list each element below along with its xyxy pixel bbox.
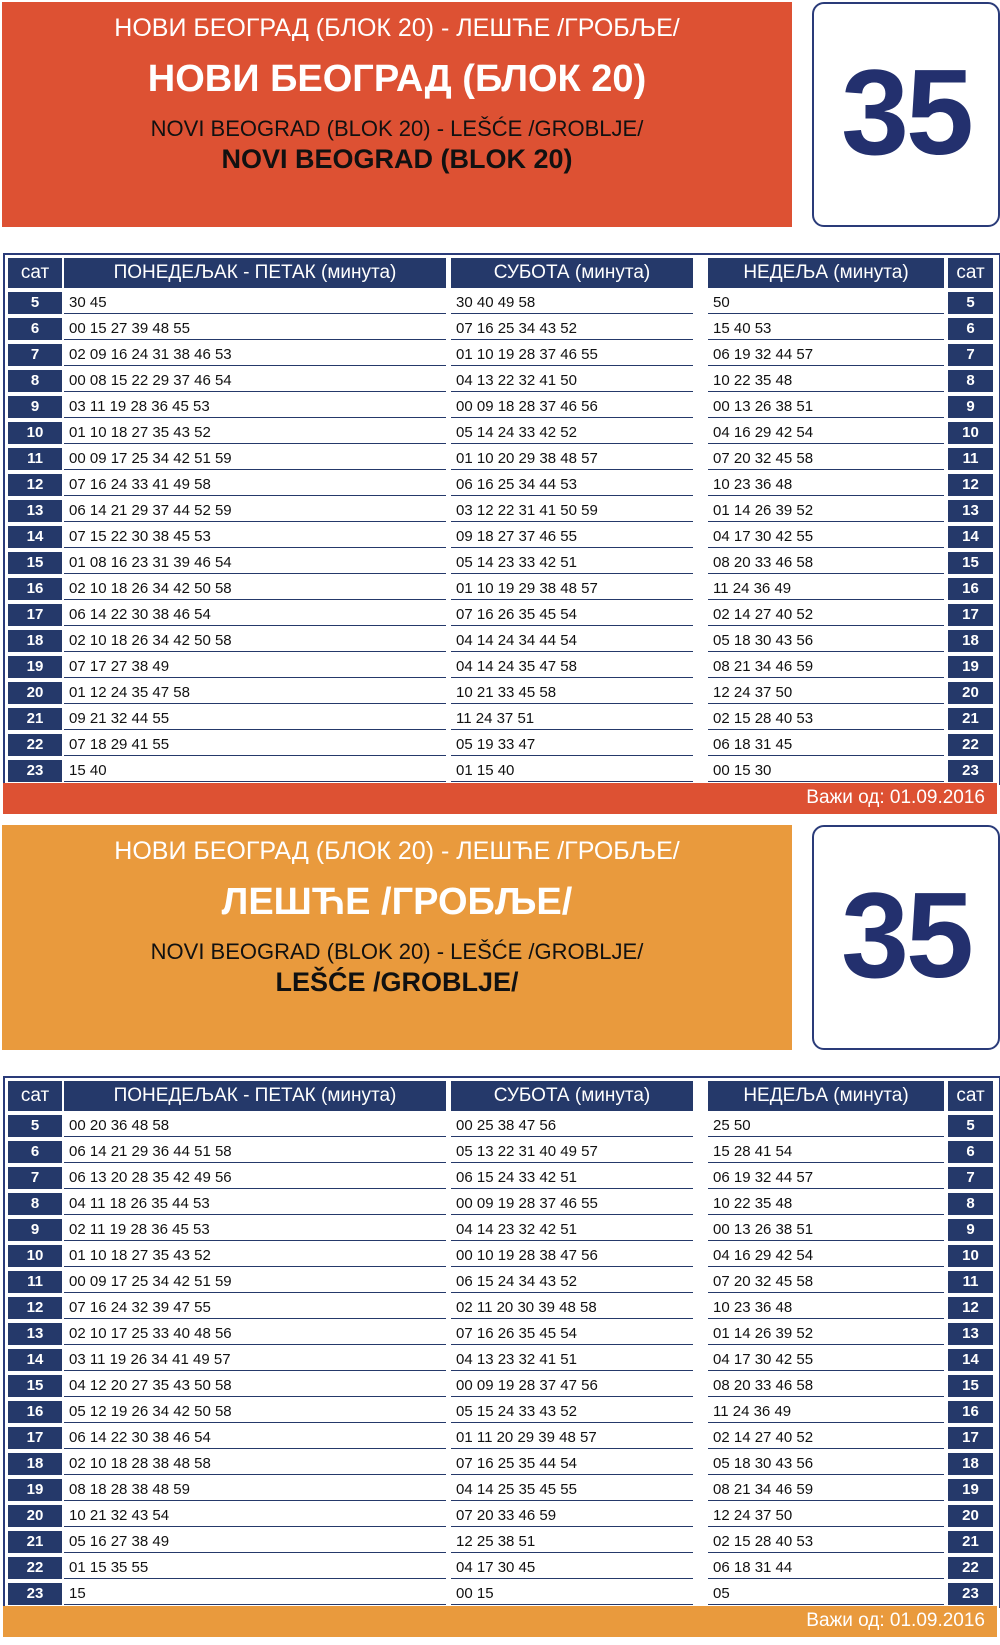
sunday-minutes-cell: 00 13 26 38 51 <box>708 396 944 418</box>
table-row <box>5 395 999 421</box>
timetable <box>3 253 1000 785</box>
saturday-minutes-cell: 07 20 33 46 59 <box>451 1505 693 1527</box>
hour-cell: 15 <box>948 1375 993 1397</box>
table-row <box>5 603 999 629</box>
table-row <box>5 421 999 447</box>
hour-cell: 19 <box>8 656 62 678</box>
hour-cell: 11 <box>948 448 993 470</box>
hour-cell: 14 <box>948 526 993 548</box>
weekday-minutes-cell: 06 14 22 30 38 46 54 <box>64 1427 446 1449</box>
table-row <box>5 551 999 577</box>
weekday-minutes-cell: 06 14 21 29 36 44 51 58 <box>64 1141 446 1163</box>
column-header: сат <box>8 1081 62 1111</box>
saturday-minutes-cell: 06 16 25 34 44 53 <box>451 474 693 496</box>
column-header: сат <box>948 1081 993 1111</box>
route-title-cyrillic: НОВИ БЕОГРАД (БЛОК 20) - ЛЕШЋЕ /ГРОБЉЕ/ <box>114 14 680 42</box>
hour-cell: 18 <box>8 1453 62 1475</box>
sunday-minutes-cell: 10 22 35 48 <box>708 1193 944 1215</box>
destination-cyrillic: ЛЕШЋЕ /ГРОБЉЕ/ <box>221 881 573 923</box>
sunday-minutes-cell: 02 14 27 40 52 <box>708 604 944 626</box>
hour-cell: 14 <box>8 1349 62 1371</box>
hour-cell: 10 <box>8 1245 62 1267</box>
hour-cell: 15 <box>8 1375 62 1397</box>
hour-cell: 8 <box>948 370 993 392</box>
hour-cell: 11 <box>948 1271 993 1293</box>
saturday-minutes-cell: 30 40 49 58 <box>451 292 693 314</box>
weekday-minutes-cell: 07 15 22 30 38 45 53 <box>64 526 446 548</box>
table-row <box>5 1114 999 1140</box>
weekday-minutes-cell: 06 13 20 28 35 42 49 56 <box>64 1167 446 1189</box>
hour-cell: 7 <box>948 344 993 366</box>
sunday-minutes-cell: 06 18 31 44 <box>708 1557 944 1579</box>
weekday-minutes-cell: 08 18 28 38 48 59 <box>64 1479 446 1501</box>
column-header: сат <box>8 258 62 288</box>
table-row <box>5 1244 999 1270</box>
sunday-minutes-cell: 05 18 30 43 56 <box>708 1453 944 1475</box>
table-row <box>5 343 999 369</box>
sunday-minutes-cell: 07 20 32 45 58 <box>708 448 944 470</box>
table-row <box>5 473 999 499</box>
weekday-minutes-cell: 03 11 19 26 34 41 49 57 <box>64 1349 446 1371</box>
saturday-minutes-cell: 07 16 25 34 43 52 <box>451 318 693 340</box>
saturday-minutes-cell: 07 16 25 35 44 54 <box>451 1453 693 1475</box>
hour-cell: 5 <box>8 1115 62 1137</box>
sunday-minutes-cell: 01 14 26 39 52 <box>708 500 944 522</box>
hour-cell: 9 <box>8 1219 62 1241</box>
sunday-minutes-cell: 00 15 30 <box>708 760 944 782</box>
sunday-minutes-cell: 06 19 32 44 57 <box>708 344 944 366</box>
weekday-minutes-cell: 07 18 29 41 55 <box>64 734 446 756</box>
table-row <box>5 707 999 733</box>
sunday-minutes-cell: 06 19 32 44 57 <box>708 1167 944 1189</box>
hour-cell: 15 <box>8 552 62 574</box>
table-row <box>5 1400 999 1426</box>
hour-cell: 6 <box>8 318 62 340</box>
hour-cell: 23 <box>8 1583 62 1605</box>
sunday-minutes-cell: 50 <box>708 292 944 314</box>
saturday-minutes-cell: 01 10 20 29 38 48 57 <box>451 448 693 470</box>
valid-from-bar <box>3 783 997 814</box>
hour-cell: 14 <box>948 1349 993 1371</box>
weekday-minutes-cell: 06 14 22 30 38 46 54 <box>64 604 446 626</box>
saturday-minutes-cell: 05 14 24 33 42 52 <box>451 422 693 444</box>
hour-cell: 22 <box>8 1557 62 1579</box>
saturday-minutes-cell: 04 14 25 35 45 55 <box>451 1479 693 1501</box>
hour-cell: 10 <box>8 422 62 444</box>
hour-cell: 14 <box>8 526 62 548</box>
hour-cell: 17 <box>8 604 62 626</box>
hour-cell: 20 <box>948 1505 993 1527</box>
saturday-minutes-cell: 01 15 40 <box>451 760 693 782</box>
column-header: НЕДЕЉА (минута) <box>708 258 944 288</box>
hour-cell: 12 <box>948 1297 993 1319</box>
sunday-minutes-cell: 04 16 29 42 54 <box>708 422 944 444</box>
saturday-minutes-cell: 00 10 19 28 38 47 56 <box>451 1245 693 1267</box>
route-banner <box>2 825 792 1050</box>
hour-cell: 22 <box>948 1557 993 1579</box>
saturday-minutes-cell: 01 10 19 29 38 48 57 <box>451 578 693 600</box>
hour-cell: 6 <box>948 1141 993 1163</box>
saturday-minutes-cell: 00 09 19 28 37 47 56 <box>451 1375 693 1397</box>
column-header: ПОНЕДЕЉАК - ПЕТАК (минута) <box>64 258 446 288</box>
sunday-minutes-cell: 15 40 53 <box>708 318 944 340</box>
weekday-minutes-cell: 01 10 18 27 35 43 52 <box>64 422 446 444</box>
saturday-minutes-cell: 10 21 33 45 58 <box>451 682 693 704</box>
table-row <box>5 629 999 655</box>
sunday-minutes-cell: 02 15 28 40 53 <box>708 708 944 730</box>
route-title-latin: NOVI BEOGRAD (BLOK 20) - LEŠĆE /GROBLJE/ <box>150 939 644 964</box>
weekday-minutes-cell: 04 11 18 26 35 44 53 <box>64 1193 446 1215</box>
table-row <box>5 1374 999 1400</box>
saturday-minutes-cell: 01 10 19 28 37 46 55 <box>451 344 693 366</box>
sunday-minutes-cell: 08 21 34 46 59 <box>708 1479 944 1501</box>
saturday-minutes-cell: 04 17 30 45 <box>451 1557 693 1579</box>
sunday-minutes-cell: 07 20 32 45 58 <box>708 1271 944 1293</box>
table-row <box>5 1296 999 1322</box>
hour-cell: 13 <box>8 500 62 522</box>
sunday-minutes-cell: 00 13 26 38 51 <box>708 1219 944 1241</box>
weekday-minutes-cell: 07 16 24 33 41 49 58 <box>64 474 446 496</box>
sunday-minutes-cell: 08 20 33 46 58 <box>708 1375 944 1397</box>
sunday-minutes-cell: 10 23 36 48 <box>708 474 944 496</box>
saturday-minutes-cell: 12 25 38 51 <box>451 1531 693 1553</box>
saturday-minutes-cell: 00 25 38 47 56 <box>451 1115 693 1137</box>
table-row <box>5 1166 999 1192</box>
table-row <box>5 577 999 603</box>
weekday-minutes-cell: 00 15 27 39 48 55 <box>64 318 446 340</box>
table-row <box>5 1270 999 1296</box>
route-title-latin: NOVI BEOGRAD (BLOK 20) - LEŠĆE /GROBLJE/ <box>150 116 644 141</box>
hour-cell: 9 <box>8 396 62 418</box>
hour-cell: 7 <box>8 1167 62 1189</box>
line-number: 35 <box>841 867 971 1003</box>
hour-cell: 12 <box>8 474 62 496</box>
table-row <box>5 1322 999 1348</box>
hour-cell: 20 <box>948 682 993 704</box>
hour-cell: 16 <box>8 1401 62 1423</box>
saturday-minutes-cell: 11 24 37 51 <box>451 708 693 730</box>
valid-from-text: Важи од: 01.09.2016 <box>806 1610 985 1631</box>
line-number: 35 <box>841 44 971 180</box>
weekday-minutes-cell: 00 08 15 22 29 37 46 54 <box>64 370 446 392</box>
table-row <box>5 1556 999 1582</box>
weekday-minutes-cell: 00 09 17 25 34 42 51 59 <box>64 1271 446 1293</box>
hour-cell: 18 <box>8 630 62 652</box>
hour-cell: 21 <box>948 1531 993 1553</box>
weekday-minutes-cell: 02 09 16 24 31 38 46 53 <box>64 344 446 366</box>
table-row <box>5 1478 999 1504</box>
table-header <box>5 258 999 291</box>
table-row <box>5 1348 999 1374</box>
weekday-minutes-cell: 00 20 36 48 58 <box>64 1115 446 1137</box>
saturday-minutes-cell: 06 15 24 34 43 52 <box>451 1271 693 1293</box>
saturday-minutes-cell: 04 14 24 35 47 58 <box>451 656 693 678</box>
hour-cell: 5 <box>8 292 62 314</box>
weekday-minutes-cell: 06 14 21 29 37 44 52 59 <box>64 500 446 522</box>
hour-cell: 13 <box>948 500 993 522</box>
hour-cell: 8 <box>8 370 62 392</box>
weekday-minutes-cell: 15 <box>64 1583 446 1605</box>
weekday-minutes-cell: 01 12 24 35 47 58 <box>64 682 446 704</box>
hour-cell: 5 <box>948 292 993 314</box>
table-row <box>5 1452 999 1478</box>
weekday-minutes-cell: 07 16 24 32 39 47 55 <box>64 1297 446 1319</box>
hour-cell: 16 <box>948 578 993 600</box>
hour-cell: 17 <box>948 1427 993 1449</box>
weekday-minutes-cell: 09 21 32 44 55 <box>64 708 446 730</box>
column-header: СУБОТА (минута) <box>451 1081 693 1111</box>
saturday-minutes-cell: 02 11 20 30 39 48 58 <box>451 1297 693 1319</box>
table-row <box>5 681 999 707</box>
hour-cell: 12 <box>8 1297 62 1319</box>
hour-cell: 8 <box>948 1193 993 1215</box>
timetable <box>3 1076 1000 1608</box>
saturday-minutes-cell: 00 09 18 28 37 46 56 <box>451 396 693 418</box>
saturday-minutes-cell: 00 09 19 28 37 46 55 <box>451 1193 693 1215</box>
route-banner <box>2 2 792 227</box>
hour-cell: 19 <box>948 1479 993 1501</box>
weekday-minutes-cell: 02 10 18 26 34 42 50 58 <box>64 630 446 652</box>
table-header <box>5 1081 999 1114</box>
hour-cell: 9 <box>948 1219 993 1241</box>
saturday-minutes-cell: 07 16 26 35 45 54 <box>451 1323 693 1345</box>
table-row <box>5 655 999 681</box>
saturday-minutes-cell: 04 13 23 32 41 51 <box>451 1349 693 1371</box>
hour-cell: 20 <box>8 1505 62 1527</box>
table-row <box>5 317 999 343</box>
table-row <box>5 291 999 317</box>
column-header: СУБОТА (минута) <box>451 258 693 288</box>
table-row <box>5 1504 999 1530</box>
table-row <box>5 447 999 473</box>
weekday-minutes-cell: 10 21 32 43 54 <box>64 1505 446 1527</box>
sunday-minutes-cell: 08 20 33 46 58 <box>708 552 944 574</box>
valid-from-text: Важи од: 01.09.2016 <box>806 787 985 808</box>
sunday-minutes-cell: 04 17 30 42 55 <box>708 1349 944 1371</box>
column-header: НЕДЕЉА (минута) <box>708 1081 944 1111</box>
sunday-minutes-cell: 15 28 41 54 <box>708 1141 944 1163</box>
saturday-minutes-cell: 03 12 22 31 41 50 59 <box>451 500 693 522</box>
hour-cell: 16 <box>948 1401 993 1423</box>
weekday-minutes-cell: 30 45 <box>64 292 446 314</box>
saturday-minutes-cell: 05 19 33 47 <box>451 734 693 756</box>
hour-cell: 21 <box>8 708 62 730</box>
hour-cell: 18 <box>948 630 993 652</box>
sunday-minutes-cell: 10 23 36 48 <box>708 1297 944 1319</box>
saturday-minutes-cell: 06 15 24 33 42 51 <box>451 1167 693 1189</box>
table-row <box>5 1218 999 1244</box>
weekday-minutes-cell: 02 10 18 28 38 48 58 <box>64 1453 446 1475</box>
saturday-minutes-cell: 07 16 26 35 45 54 <box>451 604 693 626</box>
line-number-box <box>812 825 1000 1050</box>
column-header: ПОНЕДЕЉАК - ПЕТАК (минута) <box>64 1081 446 1111</box>
saturday-minutes-cell: 05 15 24 33 43 52 <box>451 1401 693 1423</box>
hour-cell: 19 <box>8 1479 62 1501</box>
hour-cell: 7 <box>8 344 62 366</box>
saturday-minutes-cell: 05 14 23 33 42 51 <box>451 552 693 574</box>
sunday-minutes-cell: 11 24 36 49 <box>708 578 944 600</box>
weekday-minutes-cell: 01 08 16 23 31 39 46 54 <box>64 552 446 574</box>
weekday-minutes-cell: 07 17 27 38 49 <box>64 656 446 678</box>
hour-cell: 7 <box>948 1167 993 1189</box>
column-header: сат <box>948 258 993 288</box>
weekday-minutes-cell: 00 09 17 25 34 42 51 59 <box>64 448 446 470</box>
weekday-minutes-cell: 15 40 <box>64 760 446 782</box>
weekday-minutes-cell: 05 16 27 38 49 <box>64 1531 446 1553</box>
hour-cell: 21 <box>8 1531 62 1553</box>
table-row <box>5 1192 999 1218</box>
hour-cell: 23 <box>948 1583 993 1605</box>
hour-cell: 23 <box>948 760 993 782</box>
route-title-cyrillic: НОВИ БЕОГРАД (БЛОК 20) - ЛЕШЋЕ /ГРОБЉЕ/ <box>114 837 680 865</box>
hour-cell: 22 <box>948 734 993 756</box>
hour-cell: 13 <box>948 1323 993 1345</box>
hour-cell: 12 <box>948 474 993 496</box>
table-row <box>5 499 999 525</box>
table-row <box>5 1140 999 1166</box>
weekday-minutes-cell: 02 10 18 26 34 42 50 58 <box>64 578 446 600</box>
saturday-minutes-cell: 09 18 27 37 46 55 <box>451 526 693 548</box>
hour-cell: 8 <box>8 1193 62 1215</box>
weekday-minutes-cell: 05 12 19 26 34 42 50 58 <box>64 1401 446 1423</box>
saturday-minutes-cell: 00 15 <box>451 1583 693 1605</box>
weekday-minutes-cell: 04 12 20 27 35 43 50 58 <box>64 1375 446 1397</box>
hour-cell: 20 <box>8 682 62 704</box>
sunday-minutes-cell: 04 17 30 42 55 <box>708 526 944 548</box>
hour-cell: 21 <box>948 708 993 730</box>
saturday-minutes-cell: 04 13 22 32 41 50 <box>451 370 693 392</box>
hour-cell: 9 <box>948 396 993 418</box>
hour-cell: 11 <box>8 1271 62 1293</box>
sunday-minutes-cell: 01 14 26 39 52 <box>708 1323 944 1345</box>
destination-latin: NOVI BEOGRAD (BLOK 20) <box>221 144 573 174</box>
sunday-minutes-cell: 25 50 <box>708 1115 944 1137</box>
table-row <box>5 759 999 785</box>
weekday-minutes-cell: 02 11 19 28 36 45 53 <box>64 1219 446 1241</box>
hour-cell: 23 <box>8 760 62 782</box>
saturday-minutes-cell: 04 14 23 32 42 51 <box>451 1219 693 1241</box>
hour-cell: 6 <box>8 1141 62 1163</box>
saturday-minutes-cell: 01 11 20 29 39 48 57 <box>451 1427 693 1449</box>
hour-cell: 15 <box>948 552 993 574</box>
table-row <box>5 1426 999 1452</box>
destination-cyrillic: НОВИ БЕОГРАД (БЛОК 20) <box>147 58 647 100</box>
hour-cell: 19 <box>948 656 993 678</box>
hour-cell: 6 <box>948 318 993 340</box>
sunday-minutes-cell: 05 18 30 43 56 <box>708 630 944 652</box>
hour-cell: 13 <box>8 1323 62 1345</box>
weekday-minutes-cell: 01 15 35 55 <box>64 1557 446 1579</box>
sunday-minutes-cell: 12 24 37 50 <box>708 682 944 704</box>
hour-cell: 5 <box>948 1115 993 1137</box>
weekday-minutes-cell: 01 10 18 27 35 43 52 <box>64 1245 446 1267</box>
sunday-minutes-cell: 04 16 29 42 54 <box>708 1245 944 1267</box>
sunday-minutes-cell: 02 14 27 40 52 <box>708 1427 944 1449</box>
weekday-minutes-cell: 03 11 19 28 36 45 53 <box>64 396 446 418</box>
table-row <box>5 733 999 759</box>
hour-cell: 18 <box>948 1453 993 1475</box>
sunday-minutes-cell: 08 21 34 46 59 <box>708 656 944 678</box>
table-row <box>5 1530 999 1556</box>
hour-cell: 10 <box>948 422 993 444</box>
sunday-minutes-cell: 12 24 37 50 <box>708 1505 944 1527</box>
destination-latin: LEŠĆE /GROBLJE/ <box>275 967 519 997</box>
table-row <box>5 369 999 395</box>
hour-cell: 10 <box>948 1245 993 1267</box>
saturday-minutes-cell: 04 14 24 34 44 54 <box>451 630 693 652</box>
table-row <box>5 525 999 551</box>
line-number-box <box>812 2 1000 227</box>
sunday-minutes-cell: 11 24 36 49 <box>708 1401 944 1423</box>
weekday-minutes-cell: 02 10 17 25 33 40 48 56 <box>64 1323 446 1345</box>
table-row <box>5 1582 999 1608</box>
valid-from-bar <box>3 1606 997 1637</box>
saturday-minutes-cell: 05 13 22 31 40 49 57 <box>451 1141 693 1163</box>
hour-cell: 17 <box>948 604 993 626</box>
sunday-minutes-cell: 10 22 35 48 <box>708 370 944 392</box>
hour-cell: 17 <box>8 1427 62 1449</box>
sunday-minutes-cell: 02 15 28 40 53 <box>708 1531 944 1553</box>
hour-cell: 16 <box>8 578 62 600</box>
sunday-minutes-cell: 05 <box>708 1583 944 1605</box>
sunday-minutes-cell: 06 18 31 45 <box>708 734 944 756</box>
hour-cell: 11 <box>8 448 62 470</box>
hour-cell: 22 <box>8 734 62 756</box>
